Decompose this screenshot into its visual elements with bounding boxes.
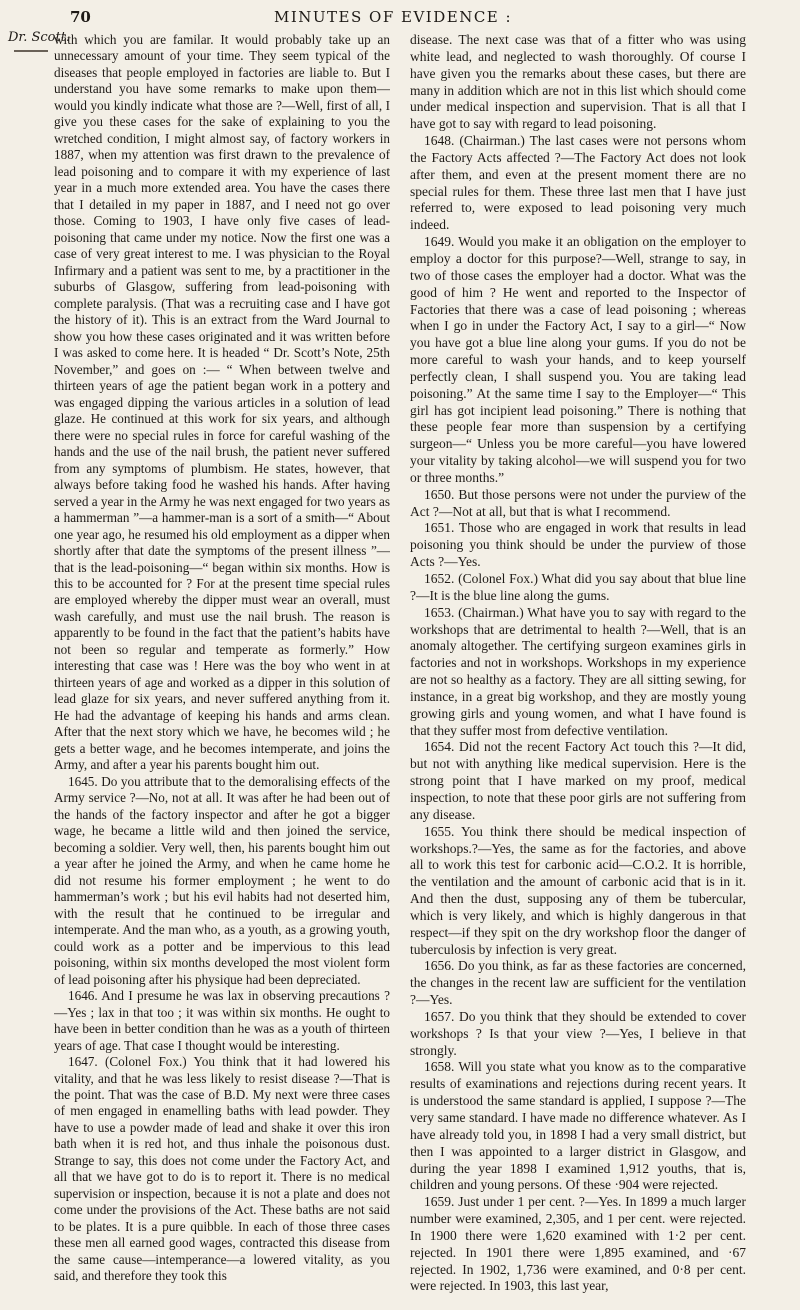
paragraph: 1654. Did not the recent Factory Act touch this ?—It did, but not with anything like medical supervision. Here is the strong point that I have marked on my proof, medical inspection, to note that these poor girls are not suffering from any disease.	[410, 739, 746, 822]
paragraph: 1655. You think there should be medical inspection of workshops.?—Yes, the same as for the factories, and above all to work this test for carbonic acid—C.O.2. It is horrible, the ventilation and the amount of carbonic acid that is in it. And then the dust, supposing any of them be tubercular, which is very likely, and which is highly dangerous in that respect—if they spit on the dry workshop floor the danger of tuberculosis by infection is very great.	[410, 823, 746, 957]
paragraph: 1649. Would you make it an obligation on the employer to employ a doctor for this purpose?—Well, strange to say, in two of those cases the employer had a doctor. What was the good of him ? He went and reported to the Inspector of Factories that there was a case of lead poisoning ; whereas when I go in under the Factory Act, I say to a girl—“ Now you have got a blue line along your gums. If you do not be more careful to wash your hands, and to keep yourself perfectly clean, I shall suspend you. You are taking lead poisoning.” At the same time I say to the Employer—“ This girl has got incipient lead poisoning.” There is nothing that these people fear more than suspension by a certifying surgeon—“ Unless you be more careful—you have lowered your vitality by taking alcohol—we will suspend you for two or three months.”	[410, 234, 746, 485]
paragraph: 1647. (Colonel Fox.) You think that it had lowered his vitality, and that he was less likely to resist disease ?—That is the point. That was the case of B.D. My next were three cases of men engaged in enamelling baths with lead powder. They have to use a powder made of lead and shake it over this iron bath when it is red hot, and thus inhale the poisonous dust. Strange to say, this does not come under the Factory Act, and all that we have got to do is to report it. There is no medical supervision or inspection, because it is not a plate and does not come under the provisions of the Act. These baths are not said to be plates. It is a pure quibble. In each of those three cases these men all earned good wages, contracted this disease from the same cause—intemperance—a lowered vitality, as you said, and therefore they took this	[54, 1054, 390, 1284]
page-number: 70	[70, 8, 91, 26]
paragraph: 1648. (Chairman.) The last cases were not persons whom the Factory Acts affected ?—The Factory Act does not look after them, and even at the present moment there are no special rules for them. These three last men that I have just referred to, were exposed to lead poisoning very much indeed.	[410, 133, 746, 233]
paragraph: 1653. (Chairman.) What have you to say with regard to the workshops that are detrimental to health ?—Well, that is an anomaly altogether. The certifying surgeon examines girls in factories and not in workshops. Workshops in my experience are not so healthy as a factory. They are all sitting sewing, for instance, in a great big workshop, and they are mostly young growing girls and young women, and what I have found is that they suffer most from defective ventilation.	[410, 604, 746, 738]
witness-margin-note: Dr. Scott.	[8, 30, 71, 45]
left-column	[54, 32, 390, 1304]
paragraph: 1659. Just under 1 per cent. ?—Yes. In 1899 a much larger number were examined, 2,305, and 1 per cent. were rejected. In 1900 there were 1,620 examined with 1·2 per cent. rejected. In 1901 there were 1,895 examined, and ·67 rejected. In 1902, 1,736 were examined, and 0·8 per cent. were rejected. In 1903, this last year,	[410, 1194, 746, 1294]
paragraph: with which you are familar. It would probably take up an unnecessary amount of your time. They seem typical of the diseases that people employed in factories are liable to. But I understand you have some remarks to make upon them—would you kindly indicate what those are ?—Well, first of all, I give you these cases for the sake of explaining to you the wretched condition, I might almost say, of factory workers in 1887, when my attention was first drawn to the prevalence of lead poisoning and to compare it with my experience of last year in a much more extended area. You have the cases there that I detailed in my paper in 1887, and I need not go over those. Coming to 1903, I have only five cases of lead-poisoning that came under my notice. Now the first one was a case of very great interest to me. I was physician to the Royal Infirmary and a patient was sent to me, by a practitioner in the suburbs of Glasgow, suffering from lead-poisoning with complete paralysis. (That was a recruiting case and I have got the history of it). This is an extract from the Ward Journal to show you how these cases originated and it was written before I was asked to come here. It is headed “ Dr. Scott’s Note, 25th November,” and goes on :— “ When between twelve and thirteen years of age the patient began work in a pottery and was engaged dipping the various articles in a solution of lead glaze. He continued at this work for six years, and although there were no special rules in force for careful washing of the hands and the use of the nail brush, the patient never suffered from any symptoms of plumbism. He states, however, that always before taking food he washed his hands. After having served a year in the Army he was next engaged for two years as a hammerman ”—a hammer-man is a sort of a smith—“ About one year ago, he resumed his old employment as a dipper when shortly after that date the symptoms of the present illness ”—that is the lead-poisoning—“ began within six months. How is this to be accounted for ? For at the present time special rules are employed whereby the dipper must wear an overall, must wash carefully, and must use the nail brush. The reason is apparently to be found in the fact that the patient’s habits have not been so regular and temperate as formerly.” How interesting that case was ! Here was the boy who went in at thirteen years of age and worked as a dipper in this solution of lead glaze for six years, and never suffered anything from it. He had the advantage of keeping his hands and arms clean. After that the next story which we have, he becomes wild ; he gets a better wage, and he becomes intemperate, and joins the Army, and after a year his parents bought him out.	[54, 32, 390, 773]
paragraph: 1658. Will you state what you know as to the comparative results of examinations and rejections during recent years. It is understood the same standard is applied, I suppose ?—The very same standard. I have made no difference whatever. As I have already told you, in 1898 I had a very small district, but then I was appointed to a larger district in Glasgow, and during the year 1898 I examined 1,912 youths, that is, children and young persons. Of these ·904 were rejected.	[410, 1059, 746, 1193]
paragraph: 1650. But those persons were not under the purview of the Act ?—Not at all, but that is what I recommend.	[410, 486, 746, 519]
paragraph: 1656. Do you think, as far as these factories are concerned, the changes in the recent law are sufficient for the ventilation ?—Yes.	[410, 958, 746, 1008]
paragraph: 1657. Do you think that they should be extended to cover workshops ? Is that your view ?—Yes, I believe in that strongly.	[410, 1008, 746, 1058]
paragraph: 1645. Do you attribute that to the demoralising effects of the Army service ?—No, not at all. It was after he had been out of the hands of the factory inspector and after he got a bigger wage, he became a little wild and then joined the service, becoming a soldier. Very well, then, his parents bought him out a year after he joined the Army, and when he came home he did not resume his former employment ; he went to do hammerman’s work ; but his evil habits had not deserted him, with the result that he continued to be irregular and intemperate. And the man who, as a youth, as a growing youth, could work as a potter and be impervious to this lead poisoning, within six months developed the most violent form of lead poisoning after his physique had been depreciated.	[54, 773, 390, 987]
paragraph: 1651. Those who are engaged in work that results in lead poisoning you think should be under the purview of those Acts ?—Yes.	[410, 520, 746, 570]
margin-rule	[14, 50, 48, 52]
page-header	[0, 6, 800, 30]
paragraph: disease. The next case was that of a fitter who was using white lead, and neglected to wash thoroughly. Of course I have given you the remarks about these cases, but there are many in addition which are not in this list which should come under medical inspection and supervision. That is all that I have got to say with regard to lead poisoning.	[410, 32, 746, 132]
paragraph: 1652. (Colonel Fox.) What did you say about that blue line ?—It is the blue line along the gums.	[410, 571, 746, 603]
paragraph: 1646. And I presume he was lax in observing precautions ?—Yes ; lax in that too ; it was within six months. He ought to have been in better condition than he was as a youth of thirteen years of age. That case I thought would be interesting.	[54, 988, 390, 1053]
running-head: MINUTES OF EVIDENCE :	[274, 8, 513, 26]
right-column	[410, 32, 746, 1304]
